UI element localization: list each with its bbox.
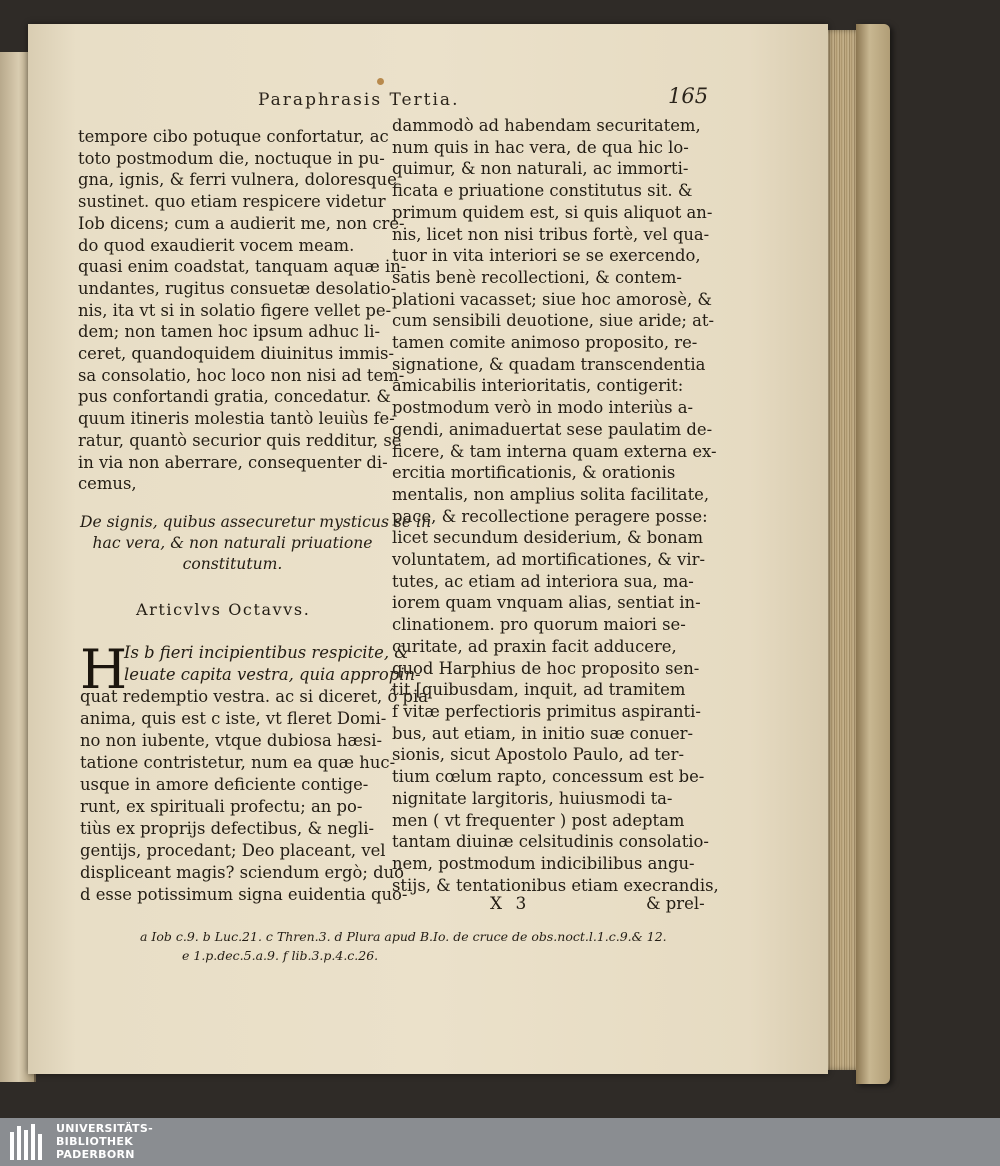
text-line: curitate, ad praxin facit adducere, [392,636,677,656]
text-line: quum itineris molestia tantò leuiùs fe- [78,409,395,429]
text-line: d esse potissimum signa euidentia quo- [80,885,408,904]
text-line: postmodum verò in modo interiùs a- [392,398,694,418]
footnote-line: a Iob c.9. b Luc.21. c Thren.3. d Plura apud B.Io. de cruce de obs.noct.l.1.c.9.& 12. [140,929,667,944]
text-line: clinationem. pro quorum maiori se- [392,615,686,635]
text-line: signatione, & quadam transcendentia [392,354,706,374]
text-line: tiùs ex proprijs defectibus, & negli- [80,819,375,838]
text-line: nem, postmodum indicibilibus angu- [392,853,695,873]
text-line: pace, & recollectione peragere posse: [392,506,708,526]
text-line: ficata e priuatione constitutus sit. & [392,181,693,201]
text-line: usque in amore deficiente contige- [80,775,369,794]
text-line: dammodò ad habendam securitatem, [392,116,701,135]
left-column-top [78,126,407,495]
section-title-line: constitutum. [182,555,283,573]
text-line: nignitate largitoris, huiusmodi ta- [392,788,673,808]
footnotes [140,927,720,965]
text-line: nis, licet non nisi tribus fortè, vel qua- [392,224,710,244]
page-number: 165 [668,84,709,108]
text-line: tium cœlum rapto, concessum est be- [392,767,705,787]
text-line: in via non aberrare, consequenter di- [78,452,388,472]
text-line: licet secundum desiderium, & bonam [392,528,704,548]
right-column [392,115,719,896]
text-line: plationi vacasset; siue hoc amorosè, & [392,289,712,309]
text-line: quimur, & non naturali, ac immorti- [392,159,689,179]
text-line: tuor in vita interiori se se exercendo, [392,246,701,266]
text-line: primum quidem est, si quis aliquot an- [392,202,713,222]
library-name-line: UNIVERSITÄTS- [56,1122,153,1135]
article-heading: Articvlvs Octavvs. [136,600,311,619]
text-line: cum sensibili deuotione, siue aride; at- [392,311,715,331]
section-title-line: hac vera, & non naturali priuatione [92,534,373,552]
text-line: Is b fieri incipientibus respicite, & [124,643,409,662]
text-line: stijs, & tentationibus etiam execrandis, [392,875,719,895]
text-line: leuate capita vestra, quia appropin- [124,665,421,684]
text-line: ficere, & tam interna quam externa ex- [392,441,717,461]
text-line: bus, aut etiam, in initio suæ conuer- [392,723,694,743]
text-line: sionis, sicut Apostolo Paulo, ad ter- [392,745,685,765]
text-line: tutes, ac etiam ad interiora sua, ma- [392,571,694,591]
text-line: gna, ignis, & ferri vulnera, doloresque [78,170,397,190]
text-line: Iob dicens; cum a audierit me, non cre- [78,213,405,233]
text-line: dem; non tamen hoc ipsum adhuc li- [78,322,381,342]
text-line: nis, ita vt si in solatio figere vellet pe- [78,300,392,320]
text-line: sustinet. quo etiam respicere videtur [78,192,386,212]
text-line: tempore cibo potuque confortatur, ac [78,127,389,146]
text-line: amicabilis interioritatis, contigerit: [392,376,684,396]
text-line: do quod exaudierit vocem meam. [78,235,355,255]
book-cover-edge [856,24,890,1084]
text-line: sa consolatio, hoc loco non nisi ad tem- [78,365,405,385]
library-name-line: BIBLIOTHEK [56,1135,134,1148]
text-line: quod Harphius de hoc proposito sen- [392,658,700,678]
text-line: no non iubente, vtque dubiosa hæsi- [80,731,383,750]
section-title-line: De signis, quibus assecuretur mysticus se in [80,513,432,531]
catchword: & prel- [646,894,705,913]
text-line: voluntatem, ad mortificationes, & vir- [392,550,705,570]
text-line: gentijs, procedant; Deo placeant, vel [80,841,386,860]
text-line: iorem quam vnquam alias, sentiat in- [392,593,701,613]
text-line: tantam diuinæ celsitudinis consolatio- [392,832,709,852]
text-line: ratur, quantò securior quis redditur, se [78,430,402,450]
text-line: pus confortandi gratia, concedatur. & [78,387,391,407]
text-line: tit [quibusdam, inquit, ad tramitem [392,680,686,700]
text-line: quat redemptio vestra. ac si diceret, ô pia [80,687,429,706]
text-line: cemus, [78,474,137,494]
text-line: gendi, animaduertat sese paulatim de- [392,419,713,439]
text-line: displiceant magis? sciendum ergò; duo [80,863,405,882]
text-line: ercitia mortificationis, & orationis [392,463,676,483]
ink-dot [377,78,384,85]
text-line: satis benè recollectioni, & contem- [392,267,682,287]
text-line: ceret, quandoquidem diuinitus immis- [78,344,395,364]
text-line: runt, ex spirituali profectu; an po- [80,797,363,816]
library-name-line: PADERBORN [56,1148,135,1161]
text-line: tatione contristetur, num ea quæ huc- [80,753,396,772]
text-line: quasi enim coadstat, tanquam aquæ in- [78,257,407,277]
drop-capital: H [80,638,128,701]
text-line: men ( vt frequenter ) post adeptam [392,810,685,830]
text-line: tamen comite animoso proposito, re- [392,333,698,353]
library-logo-icon [10,1124,48,1160]
text-line: undantes, rugitus consuetæ desolatio- [78,278,397,298]
text-line: anima, quis est c iste, vt fleret Domi- [80,709,387,728]
library-footer-bar [0,1118,1000,1166]
signature-mark: X 3 [490,894,531,914]
left-column-body [80,638,429,906]
text-line: f vitæ perfectioris primitus aspiranti- [392,701,701,721]
running-head: Paraphrasis Tertia. [258,90,460,110]
text-line: mentalis, non amplius solita facilitate, [392,484,710,504]
section-title [80,512,432,575]
text-line: toto postmodum die, noctuque in pu- [78,148,385,168]
footnote-line: e 1.p.dec.5.a.9. f lib.3.p.4.c.26. [182,948,379,963]
library-name [56,1122,153,1161]
text-line: num quis in hac vera, de qua hic lo- [392,137,689,157]
